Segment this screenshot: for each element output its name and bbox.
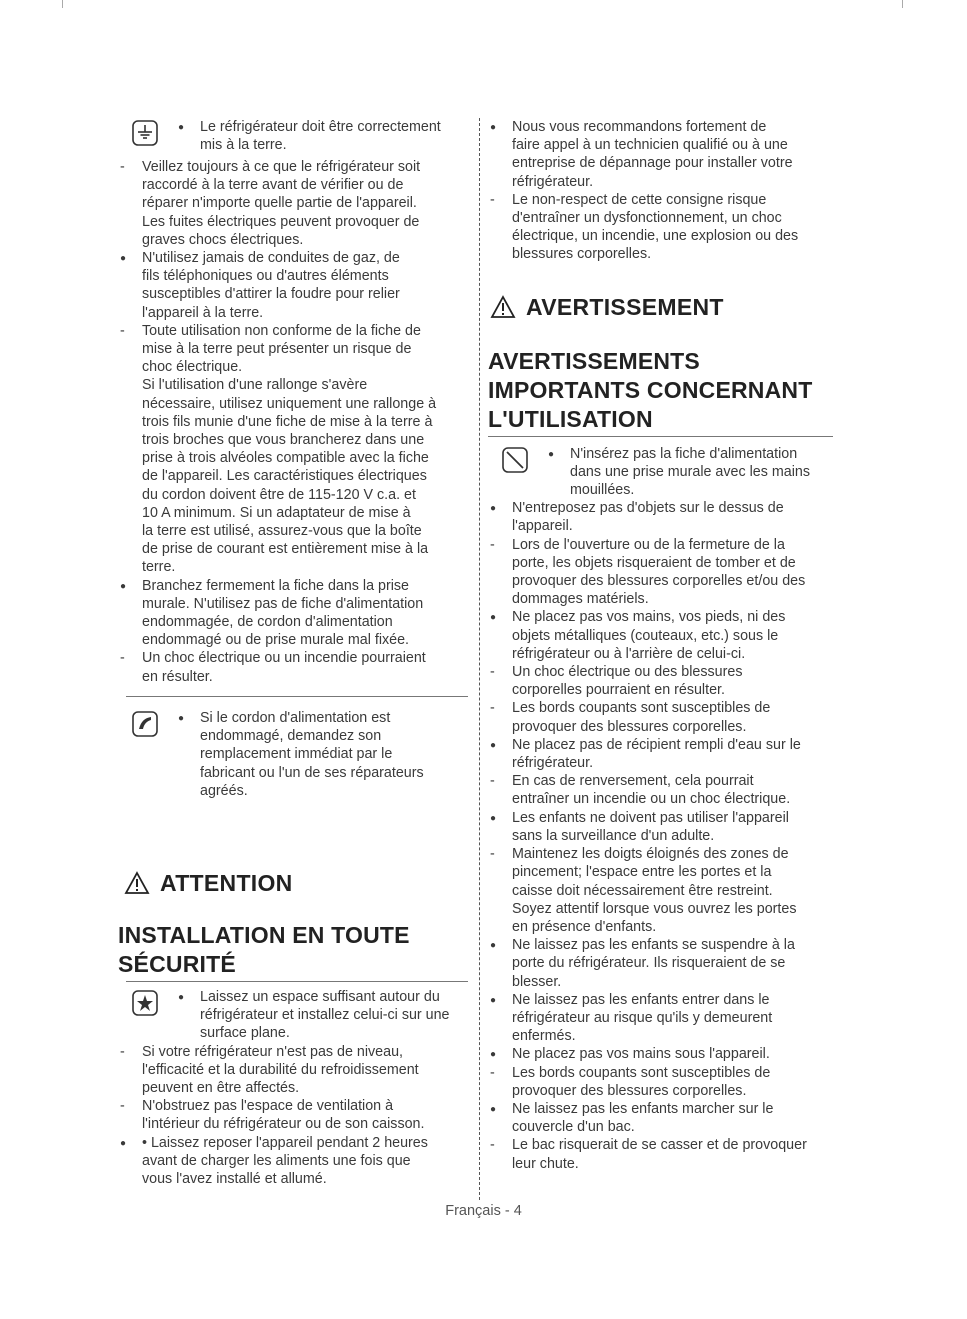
warning-triangle-icon [124,871,150,895]
text-line: mis à la terre. [200,137,287,154]
text-line: Ne laissez pas les enfants se suspendre à la [512,937,795,954]
text-line: du cordon doivent être de 115-120 V c.a. et [142,486,416,503]
text-line: N'insérez pas la fiche d'alimentation [570,445,798,462]
bullet-item [118,1134,468,1189]
ground-icon [132,120,158,146]
icon-list-item [118,709,468,800]
text-line: prise à trois alvéoles compatible avec la fiche [142,450,429,467]
text-line: fils téléphoniques ou d'autres éléments [142,268,389,285]
bullet-item [488,936,833,991]
bullet-item [488,809,833,845]
text-line: la terre est utilisé, assurez-vous que la boîte [142,523,422,540]
text-line: susceptibles d'attirer la foudre pour relier [142,286,400,303]
text-line: 10 A minimum. Si un adaptateur de mise à [142,504,411,521]
text-line: objets métalliques (couteaux, etc.) sous le [512,627,779,644]
text-line: entraîner un incendie ou un choc électrique. [512,791,791,808]
text-line: électrique, un incendie, une explosion ou des [512,228,799,245]
bullet-marker: ● [178,991,185,1003]
text-line: surface plane. [200,1025,290,1042]
text-line: En cas de renversement, cela pourrait [512,773,754,790]
text-line: provoquer des blessures corporelles et/ou des [512,573,806,590]
text-line: réfrigérateur et installez celui-ci sur une [200,1007,450,1024]
text-line: provoquer des blessures corporelles. [512,718,747,735]
dash-marker: - [120,322,125,339]
usage-warnings-title [488,347,833,434]
text-line: Veillez toujours à ce que le réfrigérateur soit [142,159,421,175]
text-line: vous l'avez installé et allumé. [142,1170,327,1187]
prohibited-icon [502,447,528,473]
title-line: L'UTILISATION [488,405,653,432]
text-line: raccordé à la terre avant de vérifier ou de [142,177,404,194]
bullet-marker: ● [490,122,497,133]
dash-item [118,322,468,377]
bullet-item [488,499,833,535]
dash-item [488,536,833,609]
dash-item [118,1097,468,1133]
text-line: Les enfants ne doivent pas utiliser l'appareil [512,809,789,826]
bullet-item [488,991,833,1046]
text-line: provoquer des blessures corporelles. [512,1082,747,1099]
text-line: trois fils munie d'une fiche de mise à la terre à [142,413,433,430]
text-line: agréés. [200,782,248,799]
text-line: dans une prise murale avec les mains [570,463,810,480]
text-line: Branchez fermement la fiche dans la prise [142,577,410,594]
text-line: Nous vous recommandons fortement de [512,119,767,135]
text-line: Ne placez pas vos mains, vos pieds, ni des [512,609,786,626]
section-divider [126,696,468,697]
text-line: avant de charger les aliments une fois que [142,1152,411,1169]
title-line: IMPORTANTS CONCERNANT [488,376,813,403]
phone-icon [132,711,158,737]
text-line: pincement; l'espace entre les portes et la [512,864,772,881]
text-line: réfrigérateur. [512,755,594,772]
text-line: N'obstruez pas l'espace de ventilation à [142,1098,394,1115]
dash-item [118,649,468,685]
text-line: corporelles pourraient en résulter. [512,682,725,699]
section-divider [126,981,468,982]
attention-label: ATTENTION [160,869,293,896]
text-line: porte du réfrigérateur. Ils risqueraient de se [512,955,786,972]
technician-instructions [488,118,833,264]
dash-marker: - [490,191,495,208]
text-line: Ne placez pas de récipient rempli d'eau sur le [512,736,801,753]
text-line: entreprise de dépannage pour installer votre [512,155,793,172]
text-line: Les bords coupants sont susceptibles de [512,1064,771,1081]
dash-marker: - [490,700,495,717]
text-line: l'appareil à la terre. [142,304,264,321]
bullet-item [488,1100,833,1136]
bullet-marker: ● [490,812,497,824]
dash-marker: - [120,650,125,667]
bullet-marker: ● [120,253,127,265]
text-line: faire appel à un technicien qualifié ou à une [512,137,788,154]
warning-label: AVERTISSEMENT [526,293,724,320]
bullet-marker: ● [490,503,497,515]
text-line: Soyez attentif lorsque vous ouvrez les portes [512,900,797,917]
text-line: Le réfrigérateur doit être correctement [200,119,441,135]
installation-instructions [118,988,468,1188]
text-line: graves chocs électriques. [142,231,304,248]
bullet-item [118,249,468,322]
text-line: Maintenez les doigts éloignés des zones de [512,846,789,863]
text-line: endommagé ou de prise murale mal fixée. [142,632,410,649]
text-line: murale. N'utilisez pas de fiche d'alimentation [142,595,424,612]
bullet-item [118,577,468,650]
bullet-marker: ● [490,739,497,751]
bullet-marker: ● [490,1049,497,1061]
text-line: Un choc électrique ou un incendie pourraient [142,650,426,667]
installation-title [118,921,468,979]
text-line: Ne laissez pas les enfants marcher sur le [512,1100,774,1117]
text-line: Le bac risquerait de se casser et de provoquer [512,1137,807,1154]
dash-item [488,191,833,264]
warning-heading [490,294,833,321]
bullet-marker: ● [120,1137,127,1149]
attention-heading [124,870,468,897]
icon-list-item [118,988,468,1043]
dash-item [488,845,833,936]
text-line: Un choc électrique ou des blessures [512,664,743,681]
text-line: fabricant ou l'un de ses réparateurs [200,764,424,781]
icon-list-item [488,445,833,500]
dash-marker: - [490,536,495,553]
text-line: réparer n'importe quelle partie de l'appareil. [142,195,417,212]
bullet-marker: ● [490,612,497,624]
text-line: N'entreposez pas d'objets sur le dessus de [512,500,784,517]
text-line: dommages matériels. [512,591,649,608]
bullet-marker: ● [178,122,185,133]
text-line: Laissez un espace suffisant autour du [200,988,440,1005]
bullet-marker: ● [490,994,497,1006]
text-line: Si votre réfrigérateur n'est pas de niveau, [142,1043,404,1060]
column-divider [479,118,480,1200]
text-line: endommagé, demandez son [200,728,382,745]
text-line: peuvent en être affectés. [142,1079,300,1096]
section-divider [488,436,833,437]
text-line: porte, les objets risqueraient de tomber et de [512,554,796,571]
text-line: N'utilisez jamais de conduites de gaz, de [142,250,400,267]
text-line: réfrigérateur ou à l'arrière de celui-ci. [512,645,746,662]
usage-instructions [488,445,833,1173]
text-line: l'appareil. [512,518,573,535]
text-line: d'entraîner un dysfonctionnement, un choc [512,210,782,227]
page-number: Français - 4 [445,1203,522,1219]
text-line: choc électrique. [142,359,243,376]
bullet-marker: ● [548,448,555,460]
text-line: blesser. [512,973,562,990]
dash-marker: - [120,1043,125,1060]
text-line: réfrigérateur au risque qu'ils y demeurent [512,1009,773,1026]
dash-marker: - [490,846,495,863]
dash-item [488,1136,833,1172]
title-line: AVERTISSEMENTS [488,347,700,374]
text-line: blessures corporelles. [512,246,652,263]
text-line: Les bords coupants sont susceptibles de [512,700,771,717]
continuation-text [118,376,468,576]
text-line: Si le cordon d'alimentation est [200,709,391,726]
bullet-item [488,1045,833,1063]
text-line: remplacement immédiat par le [200,746,393,763]
title-line: SÉCURITÉ [118,950,236,977]
star-icon [132,990,158,1016]
left-column [118,118,468,1188]
icon-list-item [118,118,468,158]
text-line: Le non-respect de cette consigne risque [512,191,767,208]
bullet-item [488,608,833,663]
bullet-item [488,118,833,191]
text-line: réfrigérateur. [512,173,594,190]
text-line: l'efficacité et la durabilité du refroidissement [142,1061,419,1078]
warning-triangle-icon [490,295,516,319]
text-line: Ne placez pas vos mains sous l'appareil. [512,1046,770,1063]
text-line: enfermés. [512,1028,576,1045]
text-line: sans la surveillance d'un adulte. [512,827,715,844]
text-line: Ne laissez pas les enfants entrer dans le [512,991,770,1008]
dash-marker: - [120,159,125,175]
title-line: INSTALLATION EN TOUTE [118,921,410,948]
dash-item [488,772,833,808]
dash-marker: - [490,664,495,681]
dash-item [488,699,833,735]
text-line: Toute utilisation non conforme de la fiche de [142,322,421,339]
dash-item [118,1043,468,1098]
right-column [488,118,833,1173]
text-line: • Laissez reposer l'appareil pendant 2 heures [142,1134,428,1151]
bullet-item [488,736,833,772]
text-line: endommagée, de cordon d'alimentation [142,614,393,631]
bullet-marker: ● [120,580,127,592]
text-line: couvercle d'un bac. [512,1119,635,1136]
text-line: trois broches que vous brancherez dans une [142,432,425,449]
text-line: Les fuites électriques peuvent provoquer de [142,213,420,230]
text-line: mouillées. [570,482,635,499]
bullet-marker: ● [490,1103,497,1115]
text-line: nécessaire, utilisez uniquement une rallonge à [142,395,437,412]
dash-marker: - [120,1098,125,1115]
dash-item [118,158,468,249]
dash-marker: - [490,1064,495,1081]
text-line: terre. [142,559,176,576]
dash-marker: - [490,1137,495,1154]
text-line: de prise de courant est entièrement mise à la [142,541,429,558]
power-cord-instructions [118,709,468,800]
text-line: Lors de l'ouverture ou de la fermeture de la [512,536,785,553]
text-line: Si l'utilisation d'une rallonge s'avère [142,377,368,394]
text-line: caisse doit nécessairement être restreint. [512,882,773,899]
bullet-marker: ● [490,940,497,952]
text-line: de l'appareil. Les caractéristiques électriques [142,468,427,485]
text-line: leur chute. [512,1155,579,1172]
grounding-instructions [118,118,468,686]
text-line: en présence d'enfants. [512,918,657,935]
dash-marker: - [490,773,495,790]
dash-item [488,1064,833,1100]
text-line: l'intérieur du réfrigérateur ou de son caisson. [142,1116,425,1133]
text-line: en résulter. [142,668,213,685]
bullet-marker: ● [178,712,185,724]
dash-item [488,663,833,699]
text-line: mise à la terre peut présenter un risque de [142,341,412,358]
